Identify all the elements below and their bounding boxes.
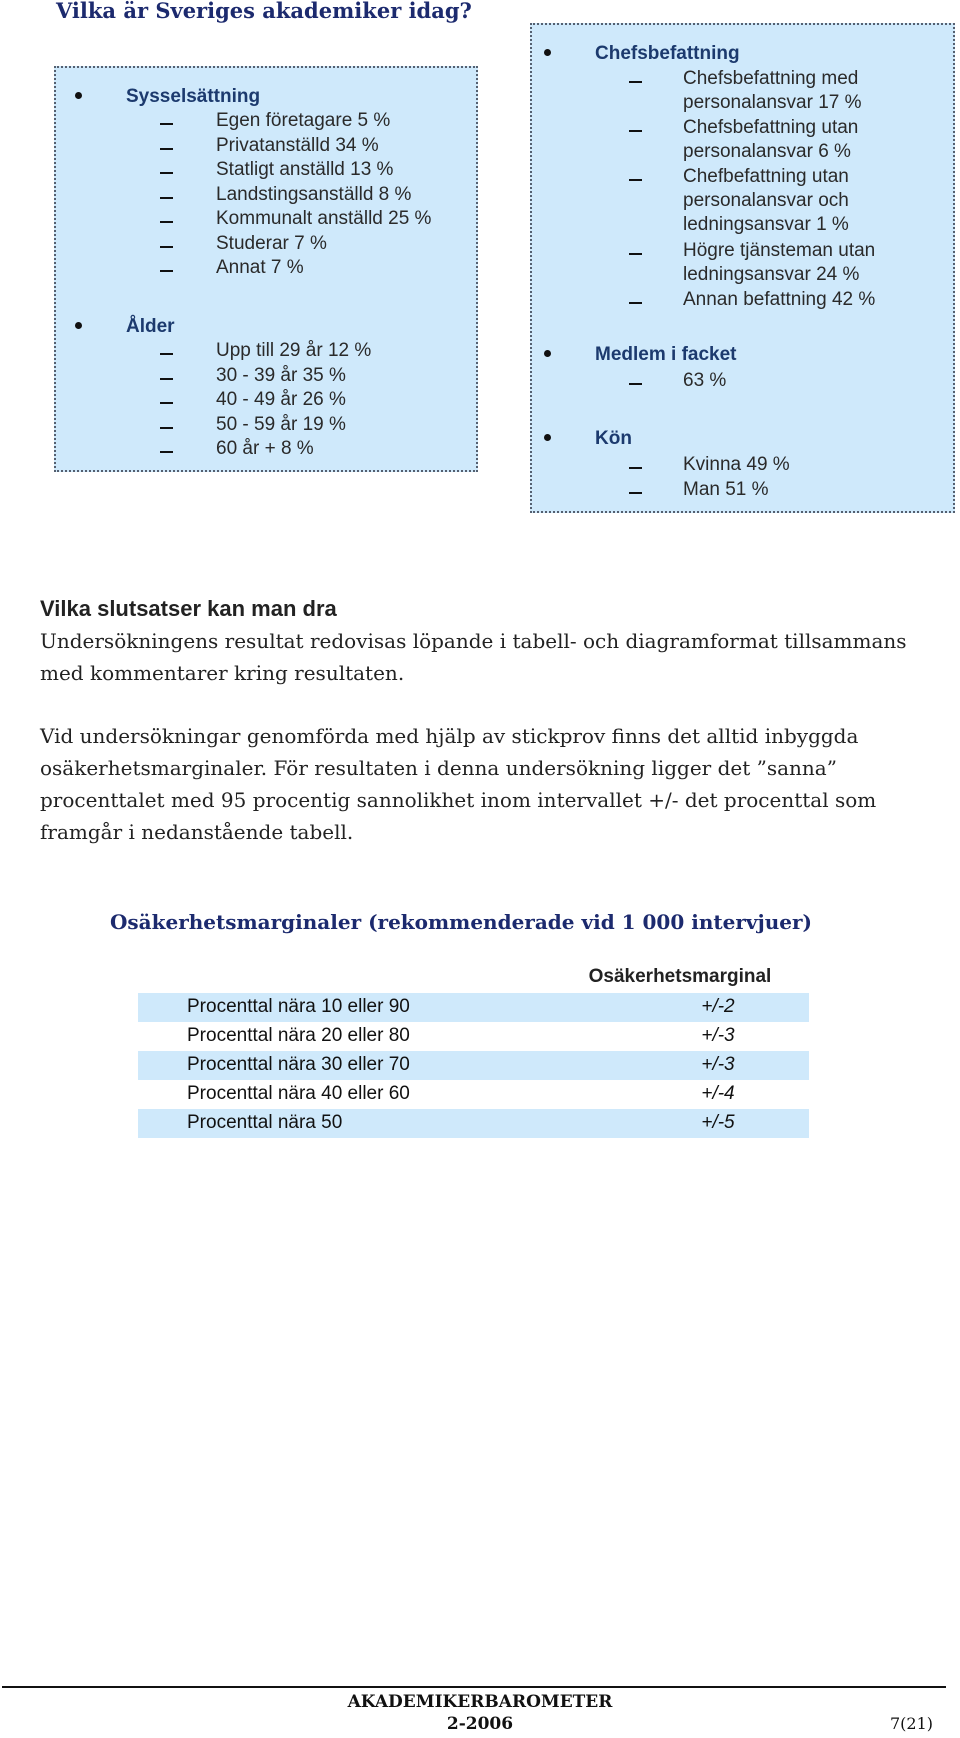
list-item: Egen företagare 5 % bbox=[216, 110, 391, 131]
list-item: 30 - 39 år 35 % bbox=[216, 365, 346, 386]
table-row bbox=[138, 1109, 809, 1138]
list-item-line: Chefsbefattning med bbox=[683, 68, 859, 89]
table-cell-value: +/-4 bbox=[701, 1083, 735, 1104]
dash-icon bbox=[629, 383, 642, 385]
table-cell-label: Procenttal nära 20 eller 80 bbox=[187, 1025, 410, 1046]
list-item-line: personalansvar och bbox=[683, 190, 849, 211]
bullet-icon bbox=[544, 350, 551, 357]
table-row bbox=[138, 1022, 809, 1051]
dash-icon bbox=[629, 130, 642, 132]
section-heading: Chefsbefattning bbox=[595, 43, 740, 64]
bullet-icon bbox=[75, 92, 82, 99]
dash-icon bbox=[160, 270, 173, 272]
dash-icon bbox=[160, 402, 173, 404]
list-item: Upp till 29 år 12 % bbox=[216, 340, 372, 361]
list-item-line: Annan befattning 42 % bbox=[683, 289, 876, 310]
list-item: Landstingsanställd 8 % bbox=[216, 184, 412, 205]
footer-divider bbox=[2, 1686, 946, 1688]
list-item: Annat 7 % bbox=[216, 257, 304, 278]
table-cell-label: Procenttal nära 30 eller 70 bbox=[187, 1054, 410, 1075]
dash-icon bbox=[629, 253, 642, 255]
conclusions-paragraph: Undersökningens resultat redovisas löpande i tabell- och diagramformat tillsammans med kommentarer kring resultaten. bbox=[40, 629, 907, 685]
table-cell-value: +/-3 bbox=[701, 1025, 735, 1046]
dash-icon bbox=[160, 378, 173, 380]
bullet-icon bbox=[544, 434, 551, 441]
list-item: Statligt anställd 13 % bbox=[216, 159, 394, 180]
section-heading: Sysselsättning bbox=[126, 86, 261, 107]
table-title: Osäkerhetsmarginaler (rekommenderade vid 1 000 intervjuer) bbox=[110, 910, 812, 934]
list-item-line: Chefbefattning utan bbox=[683, 166, 849, 187]
stats-box-right bbox=[530, 23, 955, 513]
table-cell-value: +/-2 bbox=[701, 996, 735, 1017]
list-item: 60 år + 8 % bbox=[216, 438, 314, 459]
dash-icon bbox=[160, 172, 173, 174]
section-heading: Ålder bbox=[126, 316, 175, 337]
table-row bbox=[138, 1051, 809, 1080]
list-item-line: ledningsansvar 24 % bbox=[683, 264, 860, 285]
conclusions-paragraph: Vid undersökningar genomförda med hjälp av stickprov finns det alltid inbyggda osäkerhetsmarginaler. För resultaten i denna undersökning ligger det ”sanna” procenttalet med 95 procentig sannolikhet inom intervallet +/- det procenttal som framgår i nedanstående tabell. bbox=[40, 724, 877, 844]
table-cell-label: Procenttal nära 50 bbox=[187, 1112, 343, 1133]
dash-icon bbox=[160, 123, 173, 125]
table-cell-value: +/-5 bbox=[701, 1112, 735, 1133]
list-item: Privatanställd 34 % bbox=[216, 135, 379, 156]
dash-icon bbox=[160, 221, 173, 223]
dash-icon bbox=[160, 451, 173, 453]
dash-icon bbox=[160, 353, 173, 355]
dash-icon bbox=[160, 197, 173, 199]
list-item-line: personalansvar 6 % bbox=[683, 141, 851, 162]
page-number: 7(21) bbox=[890, 1714, 934, 1733]
dash-icon bbox=[160, 148, 173, 150]
list-item: 50 - 59 år 19 % bbox=[216, 414, 346, 435]
table-cell-label: Procenttal nära 40 eller 60 bbox=[187, 1083, 410, 1104]
footer-publication: AKADEMIKERBAROMETER bbox=[347, 1692, 613, 1712]
dash-icon bbox=[629, 81, 642, 83]
table-row bbox=[138, 993, 809, 1022]
table-column-header: Osäkerhetsmarginal bbox=[588, 966, 772, 987]
list-item-line: personalansvar 17 % bbox=[683, 92, 862, 113]
list-item-line: Chefsbefattning utan bbox=[683, 117, 859, 138]
dash-icon bbox=[160, 246, 173, 248]
dash-icon bbox=[160, 427, 173, 429]
bullet-icon bbox=[544, 49, 551, 56]
dash-icon bbox=[629, 302, 642, 304]
dash-icon bbox=[629, 492, 642, 494]
dash-icon bbox=[629, 467, 642, 469]
conclusions-heading: Vilka slutsatser kan man dra bbox=[40, 596, 337, 621]
page-title: Vilka är Sveriges akademiker idag? bbox=[56, 0, 472, 23]
section-heading: Kön bbox=[595, 428, 632, 449]
list-item-line: Högre tjänsteman utan bbox=[683, 240, 876, 261]
list-item-line: Kvinna 49 % bbox=[683, 454, 790, 475]
bullet-icon bbox=[75, 322, 82, 329]
list-item: Studerar 7 % bbox=[216, 233, 327, 254]
dash-icon bbox=[629, 179, 642, 181]
list-item-line: Man 51 % bbox=[683, 479, 769, 500]
table-cell-label: Procenttal nära 10 eller 90 bbox=[187, 996, 410, 1017]
list-item-line: ledningsansvar 1 % bbox=[683, 214, 849, 235]
section-heading: Medlem i facket bbox=[595, 344, 737, 365]
list-item: Kommunalt anställd 25 % bbox=[216, 208, 432, 229]
table-row bbox=[138, 1080, 809, 1109]
list-item-line: 63 % bbox=[683, 370, 727, 391]
table-cell-value: +/-3 bbox=[701, 1054, 735, 1075]
footer-issue: 2-2006 bbox=[446, 1714, 514, 1734]
list-item: 40 - 49 år 26 % bbox=[216, 389, 346, 410]
stats-box-left bbox=[54, 66, 478, 472]
